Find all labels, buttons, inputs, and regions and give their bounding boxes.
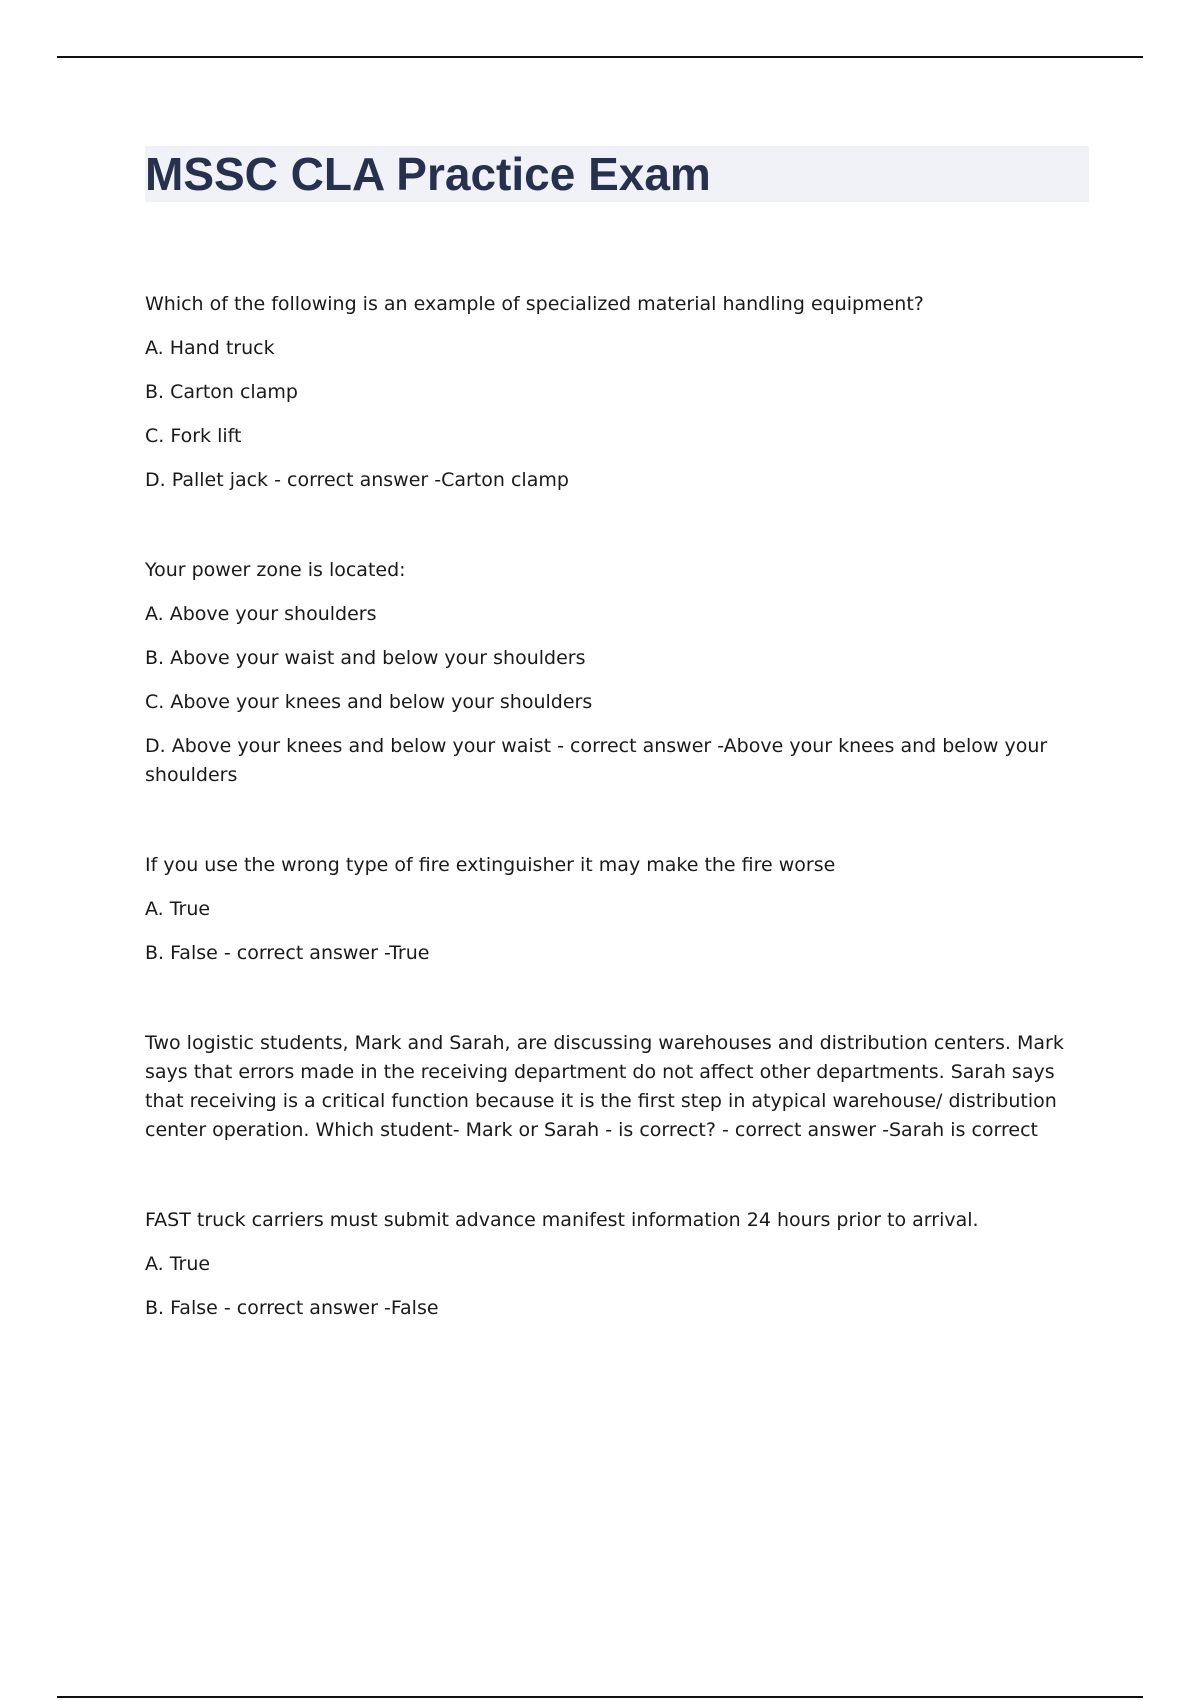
answer-option: C. Above your knees and below your shoulders: [145, 691, 593, 713]
answer-option: D. Pallet jack - correct answer -Carton clamp: [145, 469, 569, 491]
question-text: FAST truck carriers must submit advance manifest information 24 hours prior to arrival.: [145, 1209, 979, 1231]
answer-option: A. True: [145, 898, 211, 920]
answer-option: B. False - correct answer -True: [145, 942, 430, 964]
answer-option: C. Fork lift: [145, 425, 242, 447]
question-list: [145, 290, 1085, 1384]
answer-option: D. Above your knees and below your waist - correct answer -Above your knees and below your shoulders: [145, 735, 1048, 786]
question-block: [145, 290, 1085, 495]
document-title: MSSC CLA Practice Exam: [145, 148, 711, 200]
question-block: [145, 851, 1085, 968]
answer-option: A. Above your shoulders: [145, 603, 377, 625]
question-text: Which of the following is an example of specialized material handling equipment?: [145, 293, 924, 315]
bottom-divider: [57, 1696, 1143, 1698]
top-divider: [57, 56, 1143, 58]
question-block: [145, 1206, 1085, 1323]
question-block: [145, 1029, 1085, 1145]
answer-option: A. Hand truck: [145, 337, 275, 359]
question-block: [145, 556, 1085, 790]
question-text: If you use the wrong type of fire extinguisher it may make the fire worse: [145, 854, 836, 876]
answer-option: B. False - correct answer -False: [145, 1297, 439, 1319]
answer-option: A. True: [145, 1253, 211, 1275]
question-text: Two logistic students, Mark and Sarah, are discussing warehouses and distribution centers. Mark says that errors made in the receiving department do not affect other departments. Sarah says that receiving is a critical function because it is the first step in atypical warehouse/ distribution center operation. Which student- Mark or Sarah - is correct? - correct answer -Sarah is correct: [145, 1032, 1064, 1141]
answer-option: B. Carton clamp: [145, 381, 298, 403]
question-text: Your power zone is located:: [145, 559, 406, 581]
answer-option: B. Above your waist and below your shoulders: [145, 647, 586, 669]
